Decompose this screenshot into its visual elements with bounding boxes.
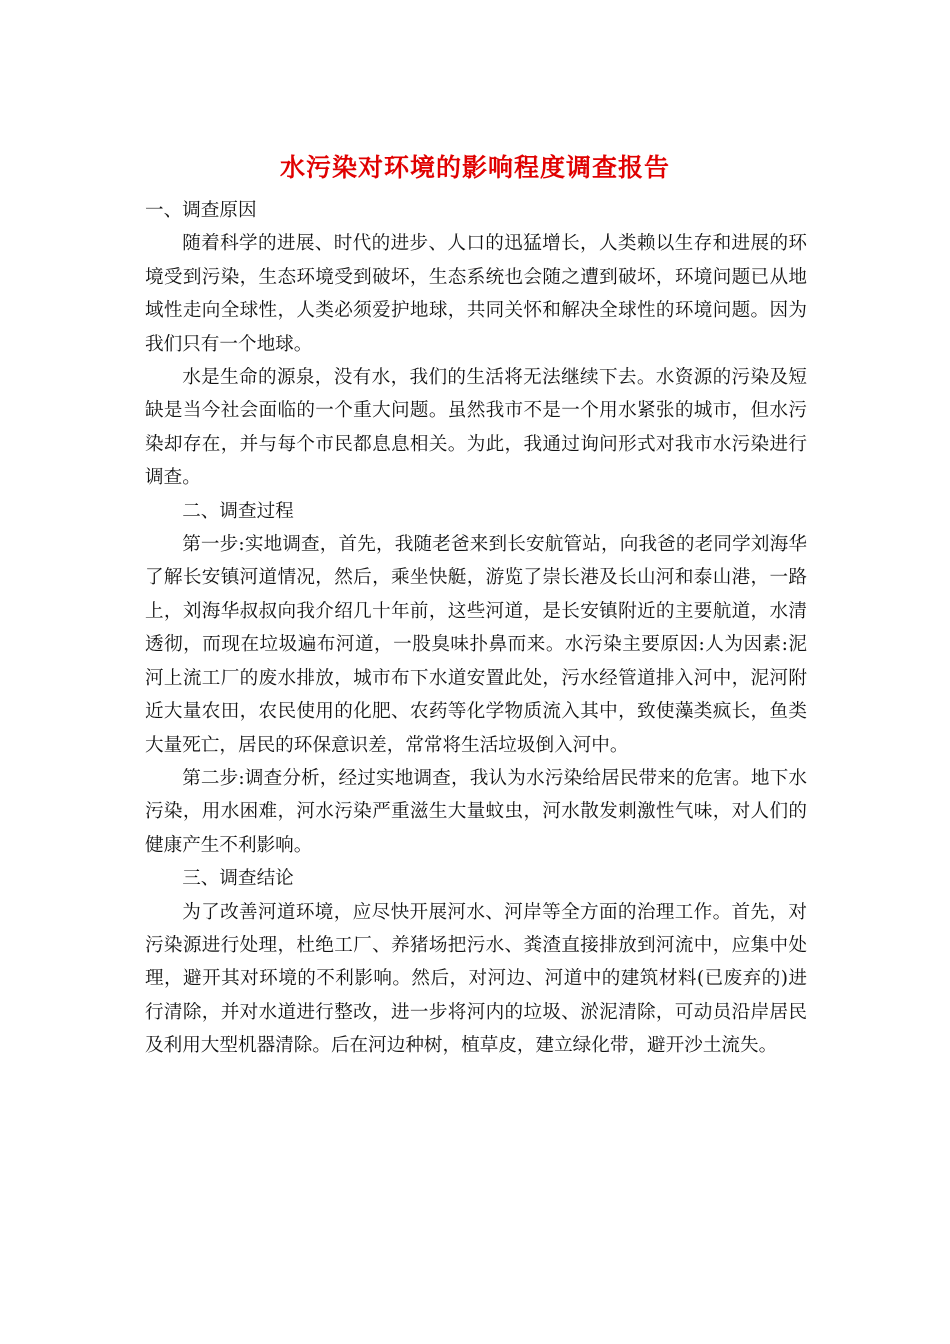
- paragraph: 第二步:调查分析，经过实地调查，我认为水污染给居民带来的危害。地下水污染，用水困难，河水污染严重滋生大量蚊虫，河水散发刺激性气味，对人们的健康产生不利影响。: [145, 767, 807, 856]
- paragraph: 随着科学的进展、时代的进步、人口的迅猛增长，人类赖以生存和进展的环境受到污染，生态环境受到破坏，生态系统也会随之遭到破坏，环境问题已从地域性走向全球性，人类必须爱护地球，共同关怀和解决全球性的环境问题。因为我们只有一个地球。: [145, 233, 807, 355]
- section-heading-reason: 一、调查原因: [145, 200, 257, 221]
- document-body: [145, 194, 807, 1063]
- paragraph: 水是生命的源泉，没有水，我们的生活将无法继续下去。水资源的污染及短缺是当今社会面临的一个重大问题。虽然我市不是一个用水紧张的城市，但水污染却存在，并与每个市民都息息相关。为此，我通过询问形式对我市水污染进行调查。: [145, 367, 807, 489]
- section-heading-conclusion: 三、调查结论: [182, 868, 294, 890]
- paragraph: 第一步:实地调查，首先，我随老爸来到长安航管站，向我爸的老同学刘海华了解长安镇河道情况，然后，乘坐快艇，游览了崇长港及长山河和泰山港，一路上，刘海华叔叔向我介绍几十年前，这些河道，是长安镇附近的主要航道，水清透彻，而现在垃圾遍布河道，一股臭味扑鼻而来。水污染主要原因:人为因素:泥河上流工厂的废水排放，城市布下水道安置此处，污水经管道排入河中，泥河附近大量农田，农民使用的化肥、农药等化学物质流入其中，致使藻类疯长，鱼类大量死亡，居民的环保意识差，常常将生活垃圾倒入河中。: [145, 534, 807, 756]
- section-heading-process: 二、调查过程: [182, 500, 294, 522]
- paragraph: 为了改善河道环境，应尽快开展河水、河岸等全方面的治理工作。首先，对污染源进行处理，杜绝工厂、养猪场把污水、粪渣直接排放到河流中，应集中处理，避开其对环境的不利影响。然后，对河边、河道中的建筑材料(已废弃的)进行清除，并对水道进行整改，进一步将河内的垃圾、淤泥清除，可动员沿岸居民及利用大型机器清除。后在河边种树，植草皮，建立绿化带，避开沙土流失。: [145, 901, 807, 1057]
- document-title: 水污染对环境的影响程度调查报告: [279, 153, 670, 182]
